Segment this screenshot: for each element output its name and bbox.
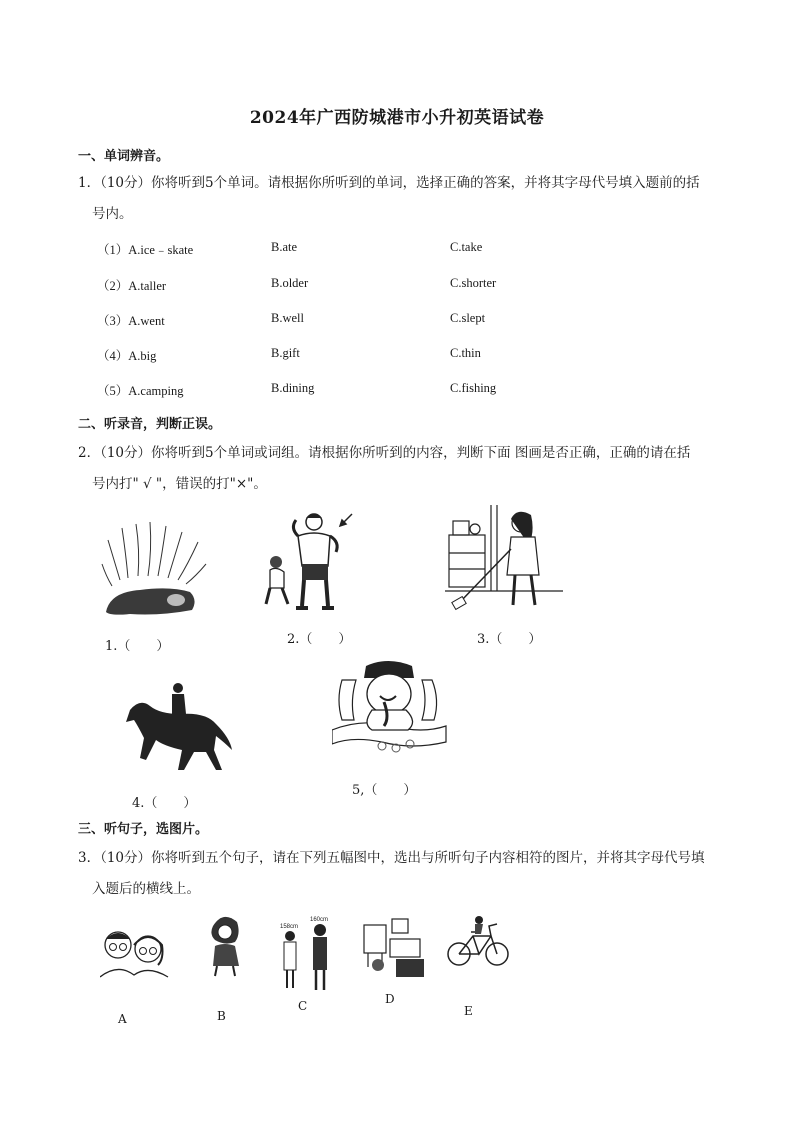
- picture-2-caption: 2.（ ）: [287, 632, 352, 647]
- question-3-line-2: 入题后的横线上。: [92, 881, 200, 897]
- option-3-a: （3）A.went: [97, 314, 165, 328]
- question-1-line-2: 号内。: [92, 206, 133, 222]
- picture-e-letter: E: [464, 1004, 473, 1018]
- option-3-b: B.well: [271, 311, 304, 325]
- option-5-a: （5）A.camping: [97, 384, 184, 398]
- person-b-picture: [205, 912, 245, 977]
- strong-man-picture: [262, 508, 362, 618]
- picture-4-caption: 4.（ ）: [132, 796, 197, 811]
- horse-riding-picture: [120, 680, 235, 775]
- height-label-160: 160cm: [310, 917, 329, 923]
- option-1-a: （1）A.ice﹣skate: [97, 243, 194, 257]
- page-title: 2024年广西防城港市小升初英语试卷: [249, 108, 545, 128]
- picture-5-caption: 5,（ ）: [352, 783, 417, 798]
- bicycle-picture: [445, 912, 511, 972]
- picture-b-letter: B: [217, 1009, 226, 1023]
- steak-picture: [100, 520, 210, 620]
- option-5-b: B.dining: [271, 381, 315, 395]
- girl-cleaning-picture: [445, 505, 565, 615]
- option-4-c: C.thin: [450, 346, 481, 360]
- question-3-text: [78, 843, 718, 905]
- section-heading-2: 二、听录音，判断正误。: [78, 417, 222, 432]
- option-1-c: C.take: [450, 240, 483, 254]
- question-1-text: [78, 168, 718, 230]
- two-people-picture: [100, 925, 170, 980]
- sick-in-bed-picture: [332, 660, 447, 760]
- picture-a-letter: A: [118, 1012, 127, 1026]
- option-4-a: （4）A.big: [97, 349, 157, 363]
- question-3-line-1: 3．（10分）你将听到五个句子，请在下列五幅图中，选出与所听句子内容相符的图片，并将其字母代号填: [78, 850, 705, 866]
- question-2-line-1: 2．（10分）你将听到5个单词或词组。请根据你所听到的内容，判断下面 图画是否正确，正确的请在括: [78, 445, 691, 461]
- section-heading-3: 三、听句子，选图片。: [78, 822, 209, 837]
- room-picture: [362, 915, 426, 980]
- height-label-158: 158cm: [280, 924, 299, 930]
- question-1-line-1: 1．（10分）你将听到5个单词。请根据你所听到的单词，选择正确的答案，并将其字母代号填入题前的括: [78, 175, 700, 191]
- picture-1-caption: 1.（ ）: [105, 639, 170, 654]
- option-1-b: B.ate: [271, 240, 298, 254]
- picture-d-letter: D: [385, 992, 395, 1006]
- height-comparison-picture: [278, 912, 338, 992]
- option-5-c: C.fishing: [450, 381, 497, 395]
- option-2-b: B.older: [271, 276, 309, 290]
- picture-3-caption: 3.（ ）: [477, 632, 542, 647]
- section-heading-1: 一、单词辨音。: [78, 149, 170, 164]
- option-2-c: C.shorter: [450, 276, 497, 290]
- option-4-b: B.gift: [271, 346, 300, 360]
- option-2-a: （2）A.taller: [97, 279, 167, 293]
- question-2-line-2: 号内打" √ "，错误的打"×"。: [92, 476, 267, 492]
- picture-c-letter: C: [298, 999, 308, 1013]
- option-3-c: C.slept: [450, 311, 486, 325]
- question-2-text: [78, 438, 718, 500]
